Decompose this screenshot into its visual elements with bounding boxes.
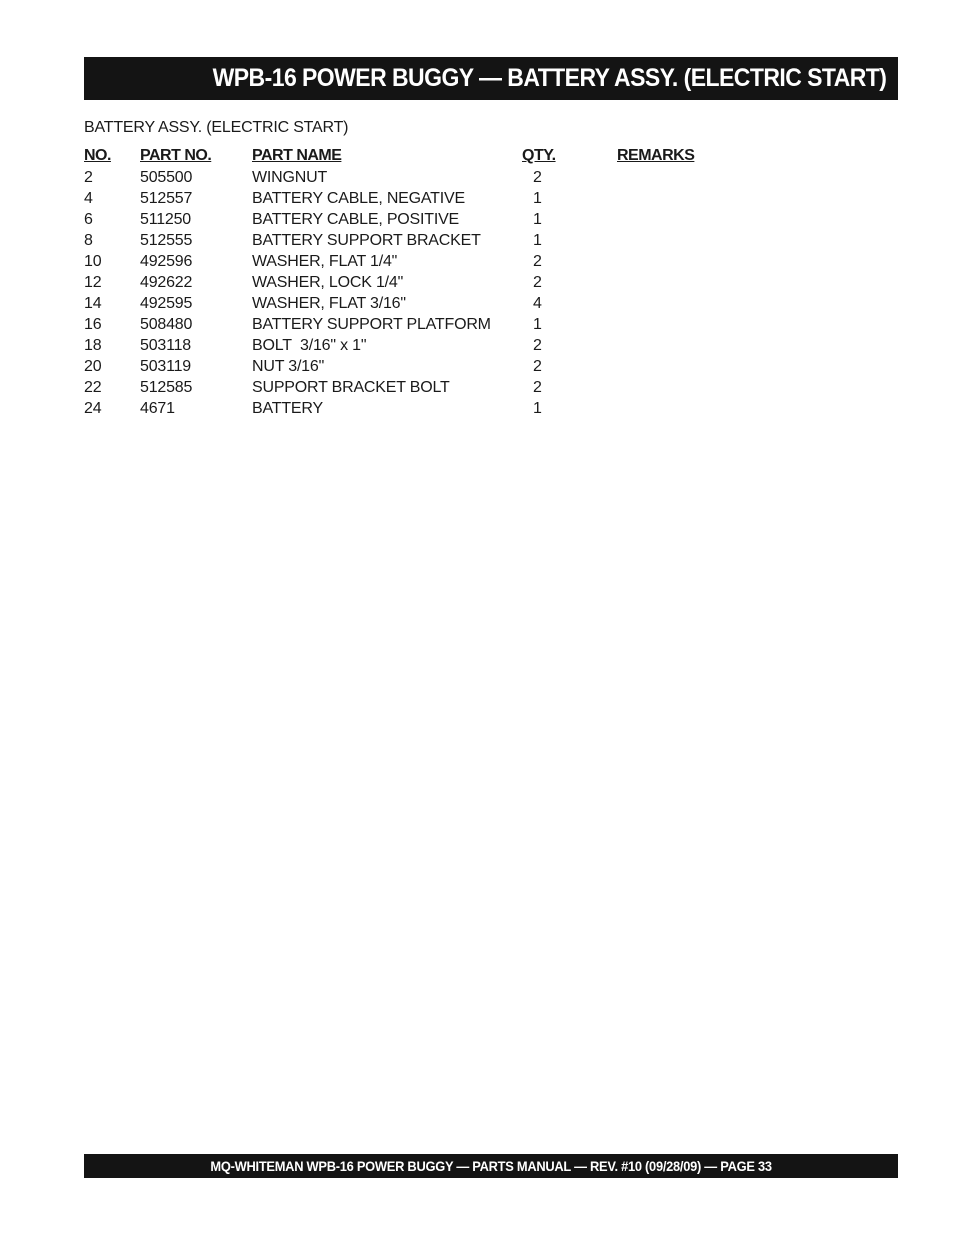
column-header-part-no: PART NO. [140, 147, 212, 164]
column-header-no: NO. [84, 147, 111, 164]
table-row [84, 337, 737, 358]
table-row [84, 358, 737, 379]
cell-qty: 2 [533, 253, 542, 270]
cell-qty: 2 [533, 337, 542, 354]
cell-part-name: BATTERY SUPPORT PLATFORM [252, 316, 491, 333]
table-row [84, 379, 737, 400]
table-row [84, 316, 737, 337]
table-row [84, 190, 737, 211]
table-row [84, 400, 737, 421]
footer-bar [84, 1154, 898, 1178]
page-title: WPB-16 POWER BUGGY — BATTERY ASSY. (ELECTRIC START) [212, 64, 886, 92]
table-row [84, 232, 737, 253]
section-label: BATTERY ASSY. (ELECTRIC START) [84, 119, 349, 136]
cell-part-no: 503118 [140, 337, 192, 354]
cell-remarks [617, 295, 737, 316]
cell-part-no: 492595 [140, 295, 193, 312]
cell-remarks [617, 232, 737, 253]
cell-part-name: BATTERY CABLE, POSITIVE [252, 211, 460, 228]
cell-part-name: BATTERY SUPPORT BRACKET [252, 232, 481, 249]
table-row [84, 253, 737, 274]
cell-no: 10 [84, 253, 102, 270]
table-row [84, 295, 737, 316]
cell-qty: 1 [533, 211, 542, 228]
cell-part-name: SUPPORT BRACKET BOLT [252, 379, 450, 396]
cell-remarks [617, 169, 737, 190]
cell-remarks [617, 274, 737, 295]
cell-no: 24 [84, 400, 102, 417]
cell-no: 6 [84, 211, 93, 228]
cell-no: 8 [84, 232, 93, 249]
table-row [84, 274, 737, 295]
cell-no: 4 [84, 190, 93, 207]
cell-part-name: WINGNUT [252, 169, 328, 186]
column-header-qty: QTY. [522, 147, 556, 164]
cell-part-no: 512555 [140, 232, 193, 249]
cell-remarks [617, 379, 737, 400]
cell-part-no: 503119 [140, 358, 192, 375]
cell-qty: 1 [533, 190, 542, 207]
cell-part-name: BATTERY [252, 400, 323, 417]
cell-part-no: 492596 [140, 253, 193, 270]
cell-remarks [617, 358, 737, 379]
cell-qty: 1 [533, 316, 542, 333]
cell-part-name: WASHER, LOCK 1/4" [252, 274, 404, 291]
cell-no: 16 [84, 316, 102, 333]
cell-part-name: WASHER, FLAT 3/16" [252, 295, 406, 312]
cell-no: 20 [84, 358, 102, 375]
cell-qty: 1 [533, 232, 542, 249]
cell-part-name: BOLT 3/16" x 1" [252, 337, 367, 354]
cell-remarks [617, 400, 737, 421]
cell-no: 12 [84, 274, 102, 291]
column-header-remarks: REMARKS [617, 147, 695, 164]
cell-qty: 1 [533, 400, 542, 417]
parts-table [84, 147, 737, 421]
page-title-bar [84, 57, 898, 100]
cell-remarks [617, 253, 737, 274]
cell-remarks [617, 316, 737, 337]
cell-part-no: 508480 [140, 316, 193, 333]
cell-no: 22 [84, 379, 102, 396]
footer-text: MQ-WHITEMAN WPB-16 POWER BUGGY — PARTS MANUAL — REV. #10 (09/28/09) — PAGE 33 [210, 1158, 772, 1174]
cell-remarks [617, 211, 737, 232]
cell-part-no: 511250 [140, 211, 192, 228]
cell-qty: 2 [533, 358, 542, 375]
cell-qty: 4 [533, 295, 542, 312]
cell-no: 2 [84, 169, 93, 186]
cell-no: 18 [84, 337, 102, 354]
cell-part-name: NUT 3/16" [252, 358, 325, 375]
table-header-row [84, 147, 737, 169]
cell-remarks [617, 190, 737, 211]
cell-part-name: WASHER, FLAT 1/4" [252, 253, 398, 270]
cell-qty: 2 [533, 274, 542, 291]
cell-part-name: BATTERY CABLE, NEGATIVE [252, 190, 465, 207]
cell-remarks [617, 337, 737, 358]
cell-part-no: 512585 [140, 379, 193, 396]
column-header-part-name: PART NAME [252, 147, 342, 164]
cell-part-no: 492622 [140, 274, 193, 291]
cell-qty: 2 [533, 379, 542, 396]
cell-part-no: 505500 [140, 169, 193, 186]
cell-qty: 2 [533, 169, 542, 186]
cell-part-no: 4671 [140, 400, 175, 417]
cell-no: 14 [84, 295, 102, 312]
cell-part-no: 512557 [140, 190, 193, 207]
table-row [84, 169, 737, 190]
table-row [84, 211, 737, 232]
